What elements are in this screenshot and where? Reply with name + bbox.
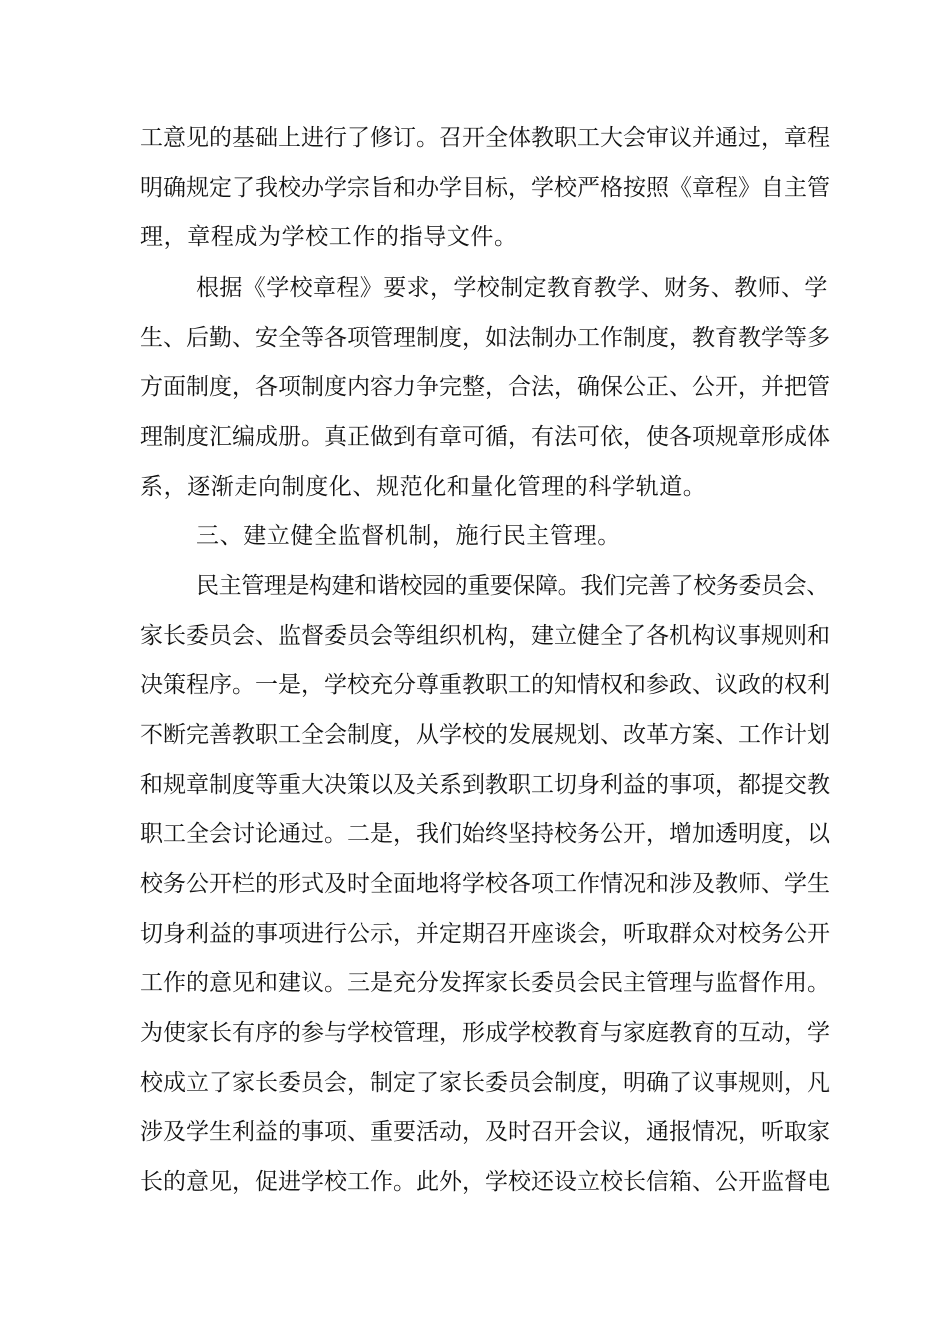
text-line: 和规章制度等重大决策以及关系到教职工切身利益的事项，都提交教 [140,772,830,798]
text-line: 长的意见，促进学校工作。此外，学校还设立校长信箱、公开监督电 [140,1169,830,1195]
text-line: 决策程序。一是，学校充分尊重教职工的知情权和参政、议政的权利 [140,672,830,698]
text-line: 理，章程成为学校工作的指导文件。 [140,224,518,250]
text-line: 涉及学生利益的事项、重要活动，及时召开会议，通报情况，听取家 [140,1119,830,1145]
text-line: 切身利益的事项进行公示，并定期召开座谈会，听取群众对校务公开 [140,921,830,947]
text-line: 校成立了家长委员会，制定了家长委员会制度，明确了议事规则，凡 [140,1070,830,1096]
text-line: 明确规定了我校办学宗旨和办学目标，学校严格按照《章程》自主管 [140,175,830,201]
text-line: 生、后勤、安全等各项管理制度，如法制办工作制度，教育教学等多 [140,325,830,351]
text-line: 工作的意见和建议。三是充分发挥家长委员会民主管理与监督作用。 [140,970,830,996]
text-line: 系，逐渐走向制度化、规范化和量化管理的科学轨道。 [140,474,707,500]
text-line: 不断完善教职工全会制度，从学校的发展规划、改革方案、工作计划 [140,722,830,748]
text-line: 职工全会讨论通过。二是，我们始终坚持校务公开，增加透明度，以 [140,821,830,847]
text-line: 工意见的基础上进行了修订。召开全体教职工大会审议并通过，章程 [140,125,830,151]
paragraph-start-line: 民主管理是构建和谐校园的重要保障。我们完善了校务委员会、 [196,573,829,599]
text-line: 家长委员会、监督委员会等组织机构，建立健全了各机构议事规则和 [140,623,830,649]
section-heading: 三、建立健全监督机制，施行民主管理。 [196,523,621,549]
text-line: 方面制度，各项制度内容力争完整，合法，确保公正、公开，并把管 [140,374,830,400]
text-line: 为使家长有序的参与学校管理，形成学校教育与家庭教育的互动，学 [140,1020,830,1046]
text-line: 理制度汇编成册。真正做到有章可循，有法可依，使各项规章形成体 [140,424,830,450]
text-line: 校务公开栏的形式及时全面地将学校各项工作情况和涉及教师、学生 [140,871,830,897]
paragraph-start-line: 根据《学校章程》要求，学校制定教育教学、财务、教师、学 [196,275,828,301]
